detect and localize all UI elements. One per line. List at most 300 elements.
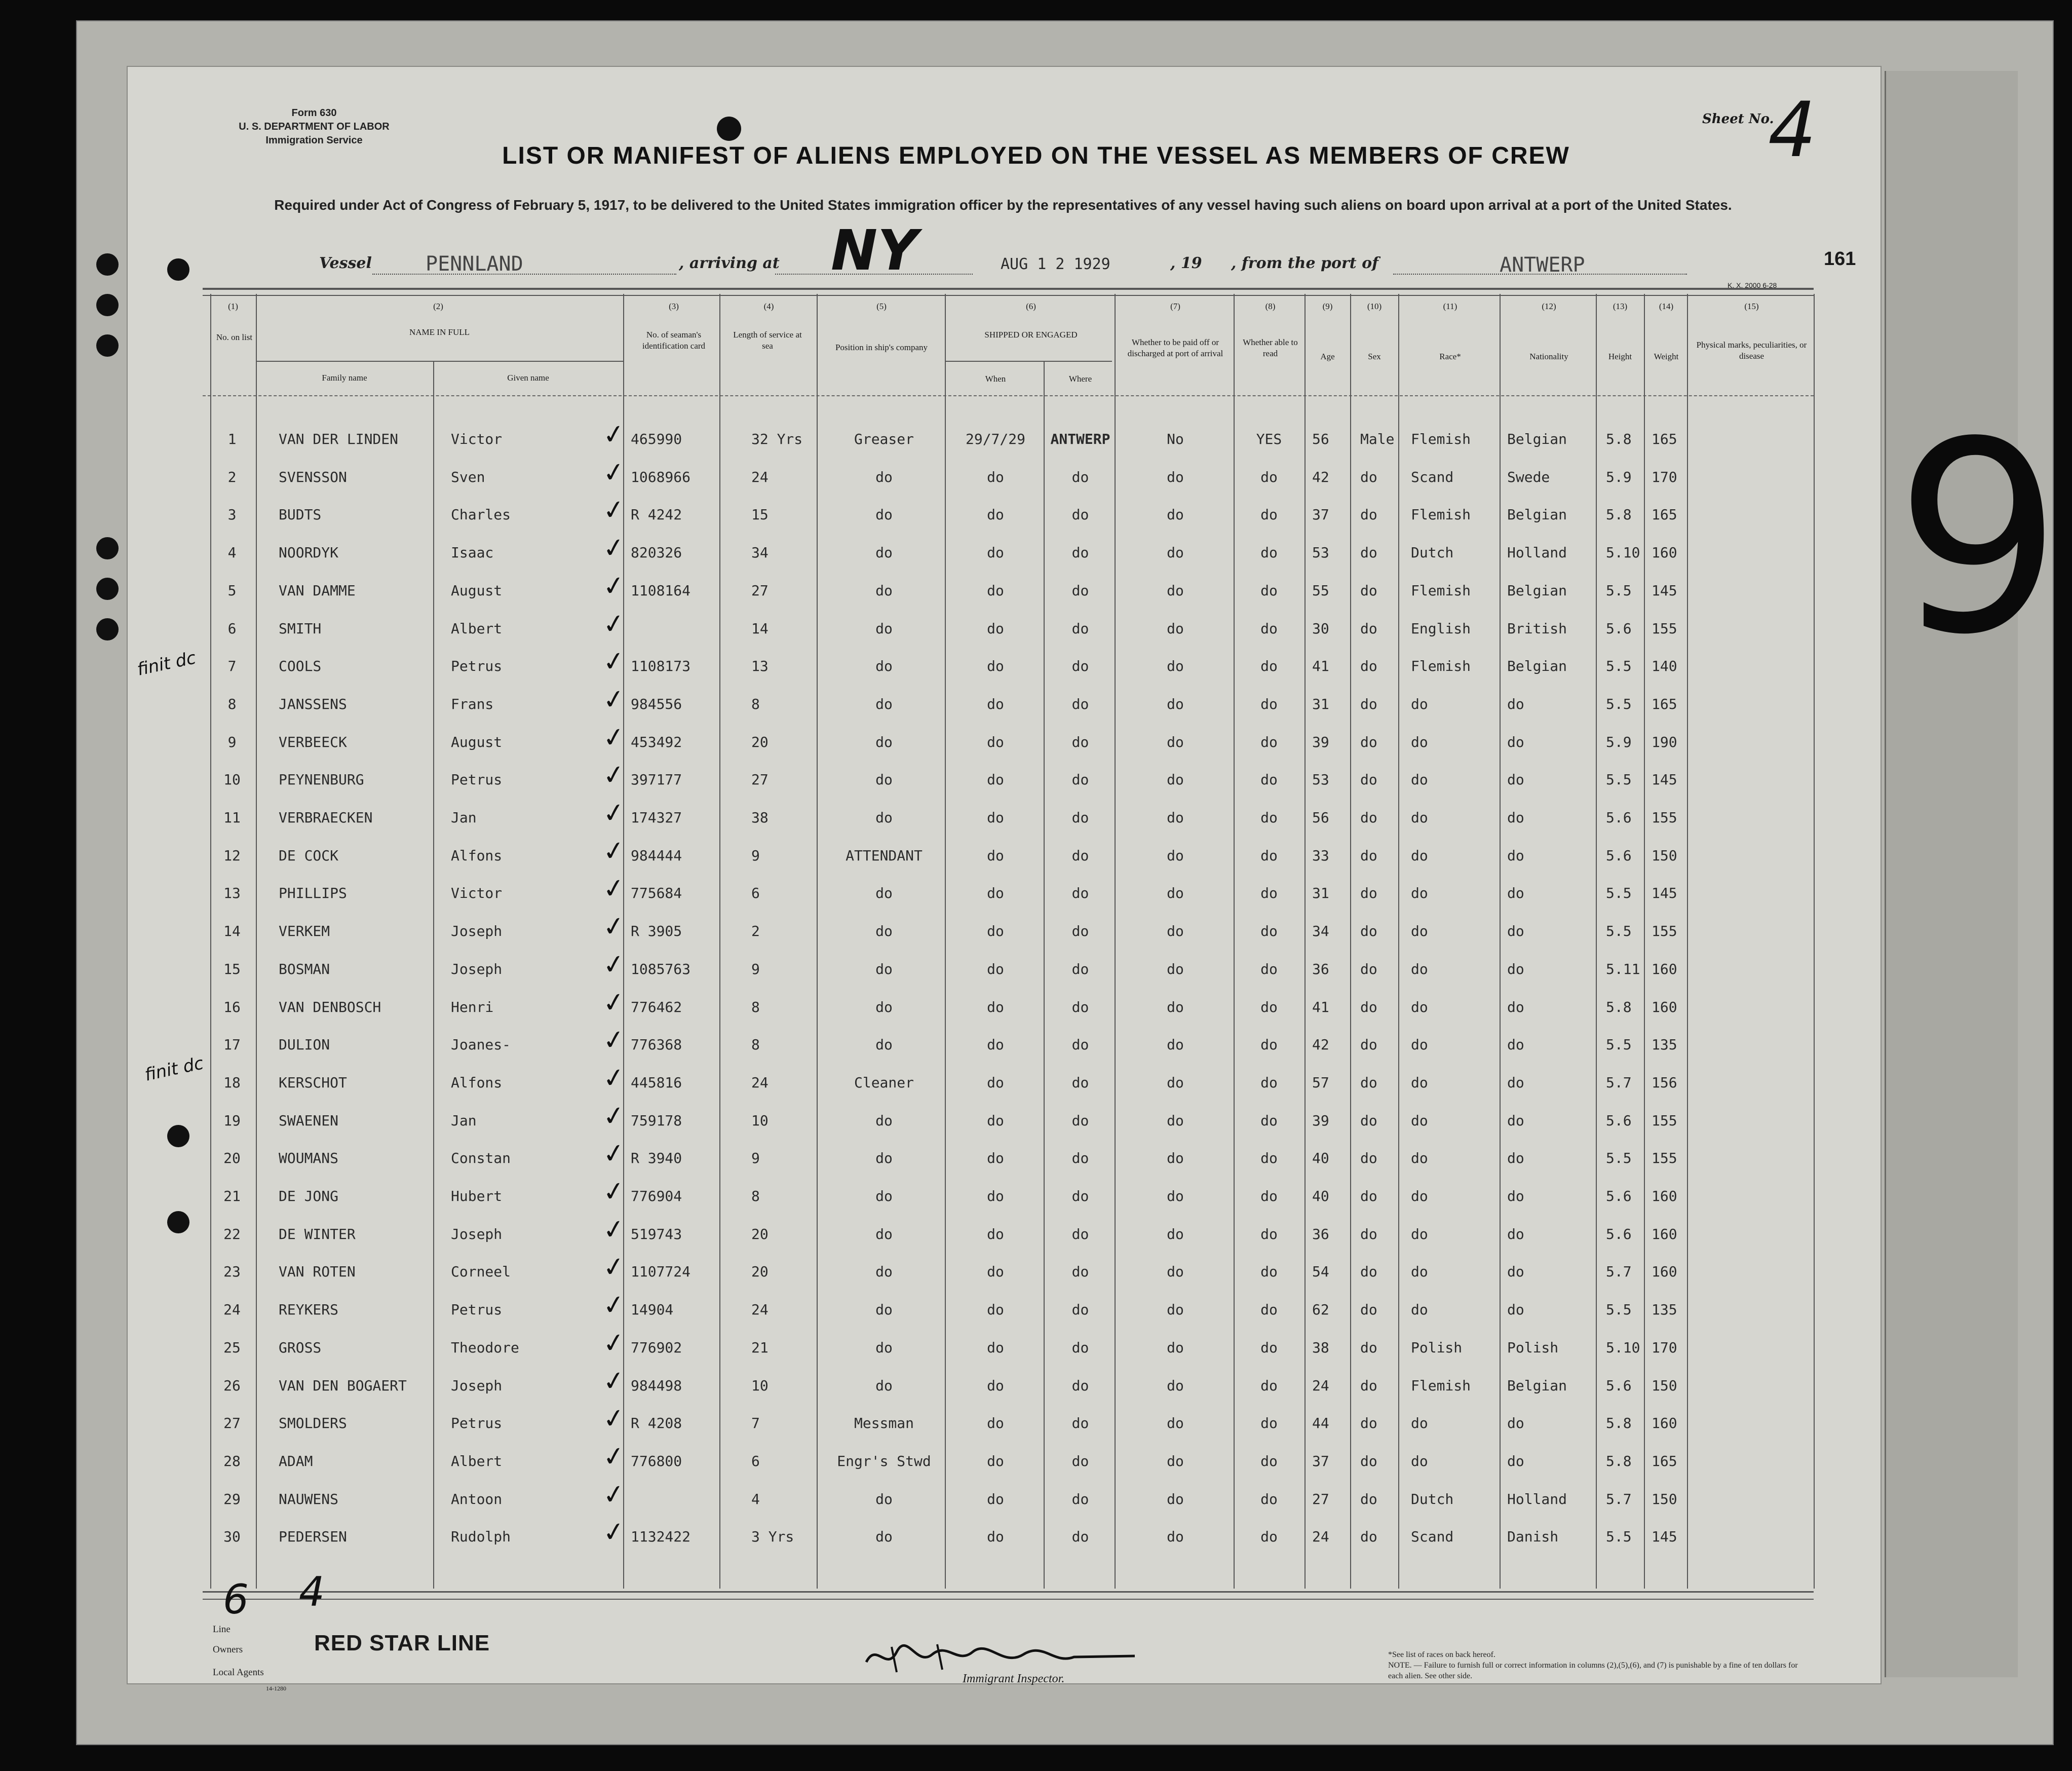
cell-where: do — [1071, 506, 1089, 523]
cell-family: VAN DEN BOGAERT — [279, 1377, 407, 1394]
cell-when: do — [987, 1036, 1004, 1053]
cell-where: do — [1071, 1415, 1089, 1431]
cell-paid: do — [1167, 506, 1184, 523]
cell-given: Albert — [451, 620, 503, 637]
checkmark-icon: ✓ — [601, 1137, 627, 1171]
cell-height: 5.5 — [1606, 1036, 1632, 1053]
cell-height: 5.8 — [1606, 431, 1632, 447]
cell-card: 453492 — [631, 734, 682, 750]
col-number: (12) — [1542, 302, 1556, 311]
cell-given: Charles — [451, 506, 511, 523]
cell-read: do — [1260, 961, 1278, 977]
cell-position: do — [875, 809, 893, 826]
cell-nat: Belgian — [1507, 582, 1567, 599]
cell-nat: Belgian — [1507, 658, 1567, 674]
cell-where: do — [1071, 847, 1089, 864]
cell-nat: do — [1507, 1112, 1524, 1129]
cell-nat: do — [1507, 1074, 1524, 1091]
cell-read: do — [1260, 923, 1278, 939]
cell-read: do — [1260, 1112, 1278, 1129]
cell-given: Rudolph — [451, 1528, 511, 1545]
cell-height: 5.9 — [1606, 734, 1632, 750]
cell-family: BOSMAN — [279, 961, 330, 977]
cell-age: 54 — [1312, 1263, 1329, 1280]
cell-race: Scand — [1411, 1528, 1454, 1545]
cell-given: Petrus — [451, 658, 503, 674]
cell-paid: do — [1167, 469, 1184, 485]
col-rule — [1304, 294, 1306, 1589]
cell-no: 4 — [227, 544, 237, 561]
cell-family: VAN ROTEN — [279, 1263, 356, 1280]
checkmark-icon: ✓ — [601, 1100, 627, 1133]
cell-given: Victor — [451, 431, 503, 447]
checkmark-icon: ✓ — [601, 1478, 627, 1512]
col-rule — [719, 294, 720, 1589]
cell-paid: do — [1167, 923, 1184, 939]
cell-height: 5.6 — [1606, 620, 1632, 637]
header-bottom-rule — [203, 395, 1814, 396]
cell-where: ANTWERP — [1050, 431, 1110, 447]
cell-weight: 145 — [1652, 582, 1677, 599]
cell-sex: do — [1360, 620, 1377, 637]
cell-given: Petrus — [451, 1301, 503, 1318]
cell-sex: do — [1360, 1453, 1377, 1469]
cell-sex: do — [1360, 1112, 1377, 1129]
cell-weight: 165 — [1652, 431, 1677, 447]
cell-card: 465990 — [631, 431, 682, 447]
cell-sex: do — [1360, 696, 1377, 712]
cell-where: do — [1071, 469, 1089, 485]
cell-sex: do — [1360, 923, 1377, 939]
cell-position: do — [875, 1491, 893, 1508]
col-rule — [1814, 294, 1815, 1589]
header-id-card: No. of seaman's identification card — [642, 330, 706, 351]
col-number: (1) — [228, 302, 238, 311]
cell-given: Alfons — [451, 847, 503, 864]
cell-family: COOLS — [279, 658, 322, 674]
cell-position: do — [875, 1263, 893, 1280]
cell-age: 42 — [1312, 1036, 1329, 1053]
cell-age: 24 — [1312, 1377, 1329, 1394]
cell-where: do — [1071, 620, 1089, 637]
cell-service: 32 Yrs — [751, 431, 803, 447]
cell-where: do — [1071, 544, 1089, 561]
margin-note-row7: finit dc — [135, 648, 198, 680]
cell-family: PEDERSEN — [279, 1528, 347, 1545]
cell-weight: 165 — [1652, 506, 1677, 523]
cell-height: 5.9 — [1606, 469, 1632, 485]
cell-where: do — [1071, 1226, 1089, 1242]
checkmark-icon: ✓ — [601, 1516, 627, 1549]
cell-no: 3 — [227, 506, 237, 523]
col-rule — [256, 294, 257, 1589]
cell-where: do — [1071, 1453, 1089, 1469]
cell-weight: 145 — [1652, 1528, 1677, 1545]
cell-read: do — [1260, 696, 1278, 712]
page-subtitle: Required under Act of Congress of February 5, 1917, to be delivered to the United States immigration officer by the representatives of any vessel having such aliens on board upon arrival at a port of the United States. — [274, 197, 1732, 213]
cell-read: do — [1260, 620, 1278, 637]
cell-no: 10 — [223, 771, 241, 788]
cell-sex: do — [1360, 771, 1377, 788]
cell-family: VAN DAMME — [279, 582, 356, 599]
cell-card: R 3905 — [631, 923, 682, 939]
cell-no: 21 — [223, 1188, 241, 1204]
checkmark-icon: ✓ — [601, 759, 627, 792]
header-nationality: Nationality — [1529, 352, 1568, 361]
checkmark-icon: ✓ — [601, 456, 627, 489]
cell-weight: 145 — [1652, 771, 1677, 788]
cell-when: do — [987, 469, 1004, 485]
checkmark-icon: ✓ — [601, 1402, 627, 1436]
cell-card: 397177 — [631, 771, 682, 788]
cell-race: do — [1411, 1453, 1428, 1469]
cell-position: do — [875, 1226, 893, 1242]
checkmark-icon: ✓ — [601, 835, 627, 868]
cell-paid: do — [1167, 1188, 1184, 1204]
cell-nat: Swede — [1507, 469, 1550, 485]
cell-card: 1085763 — [631, 961, 691, 977]
col-number: (6) — [1026, 302, 1036, 311]
cell-height: 5.5 — [1606, 582, 1632, 599]
cell-no: 28 — [223, 1453, 241, 1469]
cell-height: 5.8 — [1606, 999, 1632, 1015]
cell-race: do — [1411, 1074, 1428, 1091]
header-age: Age — [1320, 352, 1335, 361]
cell-when: do — [987, 544, 1004, 561]
cell-sex: do — [1360, 544, 1377, 561]
cell-service: 24 — [751, 1301, 769, 1318]
cell-card: 519743 — [631, 1226, 682, 1242]
cell-age: 36 — [1312, 961, 1329, 977]
cell-position: do — [875, 1528, 893, 1545]
punch-hole — [167, 258, 189, 281]
department-name: U. S. DEPARTMENT OF LABOR — [239, 121, 390, 132]
cell-position: do — [875, 658, 893, 674]
cell-nat: do — [1507, 1301, 1524, 1318]
cell-sex: do — [1360, 734, 1377, 750]
cell-read: do — [1260, 1074, 1278, 1091]
header-physical-marks: Physical marks, peculiarities, or disease — [1696, 340, 1807, 361]
cell-race: do — [1411, 961, 1428, 977]
cell-race: do — [1411, 734, 1428, 750]
cell-weight: 155 — [1652, 923, 1677, 939]
cell-read: do — [1260, 999, 1278, 1015]
cell-no: 7 — [227, 658, 237, 674]
cell-family: DE WINTER — [279, 1226, 356, 1242]
cell-when: do — [987, 1528, 1004, 1545]
cell-when: do — [987, 1377, 1004, 1394]
col-number: (5) — [876, 302, 887, 311]
cell-paid: No — [1167, 431, 1184, 447]
cell-service: 10 — [751, 1112, 769, 1129]
cell-no: 30 — [223, 1528, 241, 1545]
cell-where: do — [1071, 771, 1089, 788]
cell-card: R 3940 — [631, 1150, 682, 1166]
cell-race: do — [1411, 1112, 1428, 1129]
cell-sex: do — [1360, 885, 1377, 901]
cell-weight: 155 — [1652, 1112, 1677, 1129]
cell-service: 38 — [751, 809, 769, 826]
cell-weight: 156 — [1652, 1074, 1677, 1091]
cell-position: do — [875, 1188, 893, 1204]
cell-nat: do — [1507, 1263, 1524, 1280]
cell-when: do — [987, 999, 1004, 1015]
col-rule — [1644, 294, 1645, 1589]
cell-card: 776368 — [631, 1036, 682, 1053]
cell-position: do — [875, 771, 893, 788]
cell-where: do — [1071, 1263, 1089, 1280]
cell-when: do — [987, 734, 1004, 750]
cell-card: R 4208 — [631, 1415, 682, 1431]
punch-hole — [96, 618, 119, 640]
cell-race: Polish — [1411, 1339, 1463, 1356]
cell-when: do — [987, 1112, 1004, 1129]
cell-family: SMOLDERS — [279, 1415, 347, 1431]
cell-where: do — [1071, 696, 1089, 712]
footer-handwritten-left: 6 — [223, 1576, 249, 1623]
arriving-port-handwritten: NY — [831, 218, 918, 283]
cell-race: Dutch — [1411, 544, 1454, 561]
cell-weight: 190 — [1652, 734, 1677, 750]
cell-card: 14904 — [631, 1301, 674, 1318]
page-title: LIST OR MANIFEST OF ALIENS EMPLOYED ON THE VESSEL AS MEMBERS OF CREW — [502, 142, 1570, 169]
header-length-service: Length of service at sea — [733, 330, 802, 351]
cell-weight: 135 — [1652, 1301, 1677, 1318]
cell-read: do — [1260, 1036, 1278, 1053]
cell-no: 5 — [227, 582, 237, 599]
cell-service: 21 — [751, 1339, 769, 1356]
cell-position: do — [875, 1036, 893, 1053]
cell-position: Cleaner — [854, 1074, 914, 1091]
cell-service: 9 — [751, 1150, 760, 1166]
punch-hole — [167, 1211, 189, 1233]
cell-no: 12 — [223, 847, 241, 864]
cell-no: 23 — [223, 1263, 241, 1280]
cell-height: 5.8 — [1606, 1453, 1632, 1469]
checkmark-icon: ✓ — [601, 986, 627, 1020]
table-bottom-rule — [203, 1591, 1814, 1593]
cell-given: August — [451, 582, 503, 599]
cell-height: 5.6 — [1606, 1112, 1632, 1129]
cell-age: 38 — [1312, 1339, 1329, 1356]
cell-weight: 150 — [1652, 1491, 1677, 1508]
checkmark-icon: ✓ — [601, 683, 627, 717]
cell-paid: do — [1167, 1528, 1184, 1545]
header-family-name: Family name — [322, 373, 367, 383]
cell-family: NAUWENS — [279, 1491, 339, 1508]
cell-service: 20 — [751, 1263, 769, 1280]
cell-weight: 160 — [1652, 1263, 1677, 1280]
cell-when: do — [987, 961, 1004, 977]
cell-given: Theodore — [451, 1339, 519, 1356]
cell-height: 5.11 — [1606, 961, 1640, 977]
cell-paid: do — [1167, 1074, 1184, 1091]
punch-hole — [96, 294, 119, 316]
cell-weight: 135 — [1652, 1036, 1677, 1053]
col-number: (8) — [1265, 302, 1276, 311]
cell-where: do — [1071, 885, 1089, 901]
checkmark-icon: ✓ — [601, 570, 627, 603]
cell-read: do — [1260, 1528, 1278, 1545]
punch-hole — [717, 117, 741, 141]
col-number: (4) — [763, 302, 774, 311]
cell-height: 5.8 — [1606, 506, 1632, 523]
cell-no: 14 — [223, 923, 241, 939]
from-port-underline — [1393, 274, 1687, 275]
cell-family: SWAENEN — [279, 1112, 339, 1129]
cell-when: do — [987, 1263, 1004, 1280]
cell-family: PEYNENBURG — [279, 771, 364, 788]
cell-when: do — [987, 658, 1004, 674]
header-no-on-list: No. on list — [216, 332, 253, 342]
inspector-signature — [861, 1637, 1145, 1677]
cell-no: 16 — [223, 999, 241, 1015]
cell-no: 11 — [223, 809, 241, 826]
sheet-number: 4 — [1768, 86, 1817, 174]
cell-when: do — [987, 1453, 1004, 1469]
cell-nat: Danish — [1507, 1528, 1559, 1545]
cell-nat: do — [1507, 1226, 1524, 1242]
punch-hole — [96, 253, 119, 276]
cell-race: Flemish — [1411, 506, 1471, 523]
cell-position: do — [875, 999, 893, 1015]
punch-hole — [96, 578, 119, 600]
cell-where: do — [1071, 582, 1089, 599]
cell-read: do — [1260, 469, 1278, 485]
cell-sex: do — [1360, 1226, 1377, 1242]
cell-nat: British — [1507, 620, 1567, 637]
cell-paid: do — [1167, 1453, 1184, 1469]
col-rule — [1500, 294, 1501, 1589]
cell-given: Jan — [451, 1112, 477, 1129]
cell-family: ADAM — [279, 1453, 313, 1469]
cell-weight: 160 — [1652, 999, 1677, 1015]
cell-family: DE COCK — [279, 847, 339, 864]
cell-given: Joseph — [451, 1377, 503, 1394]
races-note: *See list of races on back hereof. — [1388, 1650, 1495, 1659]
cell-age: 40 — [1312, 1150, 1329, 1166]
cell-height: 5.5 — [1606, 1150, 1632, 1166]
checkmark-icon: ✓ — [601, 418, 627, 451]
cell-service: 10 — [751, 1377, 769, 1394]
cell-given: Antoon — [451, 1491, 503, 1508]
cell-where: do — [1071, 1528, 1089, 1545]
header-height: Height — [1608, 352, 1632, 361]
cell-service: 24 — [751, 1074, 769, 1091]
cell-sex: do — [1360, 582, 1377, 599]
cell-paid: do — [1167, 658, 1184, 674]
cell-age: 62 — [1312, 1301, 1329, 1318]
cell-service: 8 — [751, 1036, 760, 1053]
cell-family: JANSSENS — [279, 696, 347, 712]
arriving-label: , arriving at — [679, 254, 780, 272]
cell-age: 40 — [1312, 1188, 1329, 1204]
cell-race: Scand — [1411, 469, 1454, 485]
col-rule — [433, 361, 434, 1589]
cell-given: Hubert — [451, 1188, 503, 1204]
cell-height: 5.7 — [1606, 1491, 1632, 1508]
cell-card: R 4242 — [631, 506, 682, 523]
cell-nat: do — [1507, 923, 1524, 939]
cell-paid: do — [1167, 847, 1184, 864]
cell-race: do — [1411, 1188, 1428, 1204]
cell-race: do — [1411, 1415, 1428, 1431]
from-port: ANTWERP — [1500, 253, 1585, 277]
cell-service: 8 — [751, 696, 760, 712]
cell-height: 5.5 — [1606, 771, 1632, 788]
cell-sex: do — [1360, 1036, 1377, 1053]
cell-weight: 150 — [1652, 847, 1677, 864]
cell-read: do — [1260, 1339, 1278, 1356]
col-rule — [210, 294, 211, 1589]
header-race: Race* — [1439, 352, 1461, 361]
cell-service: 34 — [751, 544, 769, 561]
cell-where: do — [1071, 1188, 1089, 1204]
cell-sex: do — [1360, 1188, 1377, 1204]
cell-nat: do — [1507, 1150, 1524, 1166]
cell-when: do — [987, 1491, 1004, 1508]
cell-where: do — [1071, 1074, 1089, 1091]
cell-family: DE JONG — [279, 1188, 339, 1204]
checkmark-icon: ✓ — [601, 1365, 627, 1398]
footer-agent-code: 14-1280 — [266, 1685, 286, 1692]
cell-race: do — [1411, 885, 1428, 901]
cell-when: do — [987, 1339, 1004, 1356]
cell-where: do — [1071, 1377, 1089, 1394]
punch-hole — [96, 537, 119, 559]
cell-given: Alfons — [451, 1074, 503, 1091]
cell-sex: do — [1360, 1263, 1377, 1280]
cell-race: Flemish — [1411, 431, 1471, 447]
cell-height: 5.10 — [1606, 1339, 1640, 1356]
col-rule — [1044, 361, 1045, 1589]
vessel-name: PENNLAND — [426, 252, 523, 276]
cell-age: 56 — [1312, 809, 1329, 826]
cell-service: 8 — [751, 999, 760, 1015]
col-rule — [817, 294, 818, 1589]
cell-given: Corneel — [451, 1263, 511, 1280]
cell-card: 1132422 — [631, 1528, 691, 1545]
cell-no: 24 — [223, 1301, 241, 1318]
cell-when: do — [987, 885, 1004, 901]
cell-race: Flemish — [1411, 582, 1471, 599]
year-label: , 19 — [1170, 254, 1202, 272]
cell-paid: do — [1167, 696, 1184, 712]
cell-family: VERBEECK — [279, 734, 347, 750]
cell-read: do — [1260, 771, 1278, 788]
cell-height: 5.6 — [1606, 1188, 1632, 1204]
cell-sex: do — [1360, 1415, 1377, 1431]
cell-nat: do — [1507, 847, 1524, 864]
cell-card: 775684 — [631, 885, 682, 901]
checkmark-icon: ✓ — [601, 1175, 627, 1209]
cell-family: PHILLIPS — [279, 885, 347, 901]
cell-weight: 145 — [1652, 885, 1677, 901]
cell-when: do — [987, 809, 1004, 826]
cell-age: 24 — [1312, 1528, 1329, 1545]
cell-card: 984498 — [631, 1377, 682, 1394]
cell-read: do — [1260, 658, 1278, 674]
punch-hole — [96, 334, 119, 357]
cell-height: 5.10 — [1606, 544, 1640, 561]
checkmark-icon: ✓ — [601, 1251, 627, 1284]
cell-race: do — [1411, 809, 1428, 826]
cell-card: 174327 — [631, 809, 682, 826]
cell-weight: 170 — [1652, 1339, 1677, 1356]
fine-note: NOTE. — Failure to furnish full or correct information in columns (2),(5),(6), and (7) is punishable by a fine of ten dollars for each alien. See other side. — [1388, 1661, 1798, 1680]
cell-weight: 155 — [1652, 809, 1677, 826]
cell-read: do — [1260, 1188, 1278, 1204]
